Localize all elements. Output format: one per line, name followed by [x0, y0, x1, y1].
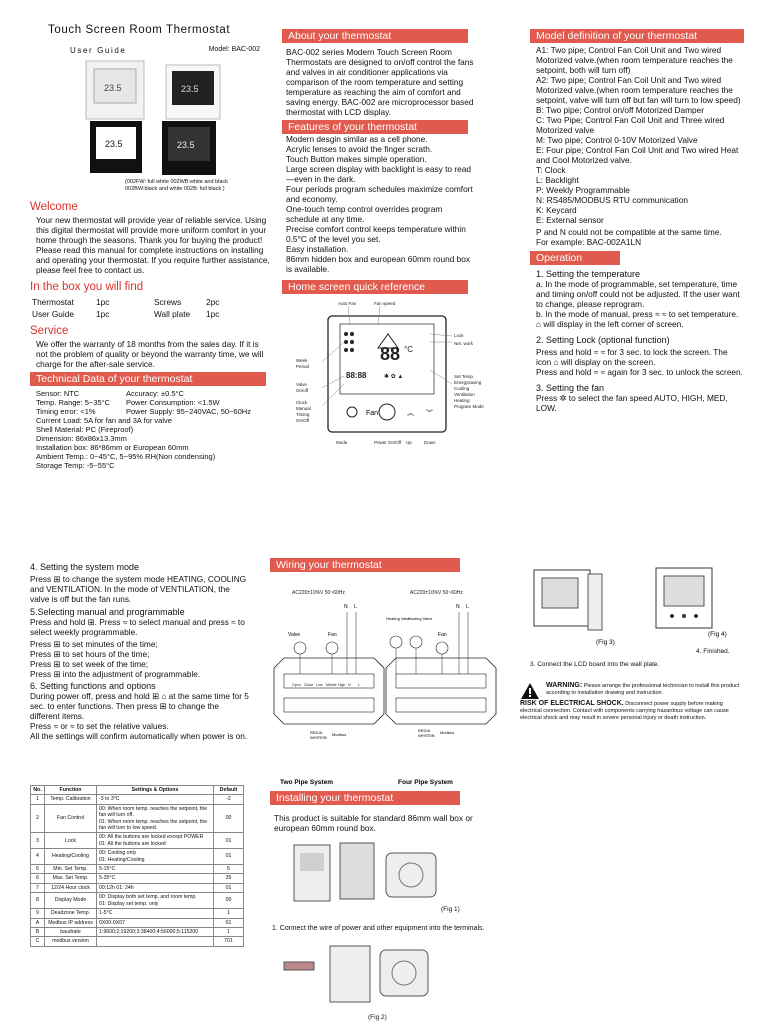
fig3-caption: (Fig 3): [596, 639, 615, 646]
svg-text:︽: ︽: [407, 410, 414, 417]
model-def-item: L: Backlight: [536, 175, 579, 185]
cell-function: Max. Set Temp.: [45, 874, 97, 883]
sys-step-title: 5.Selecting manual and programmable: [30, 607, 185, 617]
label-cooling: Cooling: [454, 386, 470, 391]
wiring-section: [270, 558, 520, 791]
model-def-item: T: Clock: [536, 165, 566, 175]
cell-default: 1: [214, 909, 244, 918]
model-def-item: E: External sensor: [536, 215, 604, 225]
label-mode: Mode: [336, 440, 348, 445]
label-fan: Fan: [328, 632, 337, 638]
system-mode-section: [30, 562, 250, 741]
middle-column: [282, 29, 522, 450]
label-l: L: [466, 604, 469, 610]
feature-item: Easy installation.: [286, 244, 349, 254]
table-row: [31, 849, 244, 865]
label-week: Week: [296, 358, 308, 363]
label-white-b: WHITE/B: [418, 733, 435, 738]
label-valve: Valve: [288, 632, 301, 638]
sys-step-text: Press ≈ or ≈ to set the relative values.: [30, 721, 169, 731]
tech-spec: Sensor: NTC: [36, 389, 80, 398]
cell-default: 1: [214, 927, 244, 936]
product-caption: (002FW: full white 002WB:white and black 002BW:black and white 002B: full black ): [125, 179, 228, 192]
table-row: [31, 883, 244, 892]
in-box-qty: 1pc: [206, 309, 220, 319]
table-row: [31, 927, 244, 936]
cell-no: 6: [31, 874, 45, 883]
terminal-label: Open: [292, 683, 301, 687]
svg-text:88: 88: [380, 344, 401, 364]
op-step-text: b. In the mode of manual, press ≈ ≈ to set temperature. ⌂ will display in the left corner of screen.: [536, 309, 739, 329]
installing-body: This product is suitable for standard 86mm wall box or european 60mm round box.: [274, 813, 473, 833]
sys-step-text: Press ⊞ to change the system mode HEATING, COOLING and VENTILATION. In the mode of VENTILATION, the valve is off but the fan runs.: [30, 574, 247, 604]
cell-function: Fan Control: [45, 804, 97, 833]
tech-spec: Power Supply: 95~240VAC, 50~60Hz: [126, 407, 251, 416]
installation-figs-3-4: [512, 562, 752, 646]
feature-item: Precise comfort control keeps temperature within 0.5°C of the level you set.: [286, 224, 466, 244]
op-step-title: 1. Setting the temperature: [536, 269, 641, 279]
svg-text:23.5: 23.5: [105, 139, 123, 149]
in-box-title: In the box you will find: [30, 281, 144, 293]
label-heating-valve: Heating Valve: [386, 616, 411, 621]
operation-section: [530, 269, 744, 413]
in-box-item: User Guide: [32, 309, 74, 319]
sys-step-title: 4. Setting the system mode: [30, 562, 140, 572]
cell-no: A: [31, 918, 45, 927]
model-def-item: E: Four pipe; Control Fan Coil Unit and Two wired Heat and Cool Motorized valve.: [536, 145, 739, 165]
cell-function: Temp. Calibration: [45, 795, 97, 804]
tech-spec: Temp. Range: 5~35°C: [36, 398, 111, 407]
feature-item: Acrylic lenses to avoid the finger scrath.: [286, 144, 433, 154]
model-def-item: K: Keycard: [536, 205, 577, 215]
cell-function: Min. Set Temp.: [45, 865, 97, 874]
home-screen-diagram: [282, 300, 522, 450]
feature-item: Modern desgin similar as a cell phone.: [286, 134, 428, 144]
model-def-item: P and N could not be compatible at the same time.: [536, 227, 722, 237]
cell-settings: 00: When room temp. reaches the setpoint, the fan will turn off. 01: When room temp. reaches the setpoint, the fan will turn to low speed.: [97, 804, 214, 833]
model-def-item: B: Two pipe; Control on/off Motorized Damper: [536, 105, 705, 115]
step3-connect: 3. Connect the LCD board into the wall plate.: [530, 661, 660, 668]
cell-no: 3: [31, 833, 45, 849]
installing-section: [270, 791, 490, 1021]
label-lock: Lock: [454, 333, 464, 338]
about-body: BAC-002 series Modern Touch Screen Room Thermostats are designed to on/off control the fans and valves in air conditioner applications via comparison of the room temperature and setting temperature as reaching the aim of comfort and saving energy. BAC-002 are microprocessor based thermostat with LCD display.: [286, 47, 474, 117]
label-fan-speed: Fan speed: [374, 301, 396, 306]
wiring-diagram: [270, 576, 520, 791]
model-def-item: N: RS485/MODBUS RTU communication: [536, 195, 689, 205]
sys-step-title: 6. Setting functions and options: [30, 681, 156, 691]
cell-settings: 00:12h 01: 24h: [97, 883, 214, 892]
in-box-qty: 1pc: [96, 309, 110, 319]
sys-step-text: During power off, press and hold ⊞ ⌂ at the same time for 5 sec. to enter functions. Then press ⊞ to change the different items.: [30, 691, 249, 721]
service-body: We offer the warranty of 18 months from the sales day. If it is not the problem of quality or beyond the warranty time, we will charge for the after-sale service.: [36, 339, 264, 369]
cell-settings: -3 to 3°C: [97, 795, 214, 804]
tech-spec: Timing error: <1%: [36, 407, 96, 416]
cell-settings: [97, 937, 214, 946]
cell-default: 00: [214, 804, 244, 833]
model-def-list: [530, 45, 744, 247]
svg-text:✱ ✿ ▲: ✱ ✿ ▲: [384, 374, 404, 380]
sys-step-text: Press ⊞ to set hours of the time;: [30, 649, 150, 659]
cell-no: 5: [31, 865, 45, 874]
cell-function: Modbus IP address: [45, 918, 97, 927]
feature-item: Touch Button makes simple operation.: [286, 154, 427, 164]
cell-function: baudrate: [45, 927, 97, 936]
doc-title: Touch Screen Room Thermostat: [48, 24, 231, 36]
sys-step-text: Press ⊞ into the adjustment of programmable.: [30, 669, 201, 679]
label-red-a: RED/A: [310, 730, 323, 735]
table-row: [31, 874, 244, 883]
svg-text:︾: ︾: [426, 410, 433, 417]
label-down: Down: [424, 440, 436, 445]
op-step-text: Press and hold ≈ ≈ again for 3 sec. to unlock the screen.: [536, 367, 743, 377]
fig2-caption: (Fig 2): [368, 1014, 387, 1021]
tech-spec: Installation box: 86*86mm or European 60mm: [36, 443, 189, 452]
svg-text:23.5: 23.5: [181, 84, 199, 94]
label-red-a: RED/A: [418, 728, 431, 733]
in-box-item: Thermostat: [32, 297, 74, 307]
two-pipe-label: Two Pipe System: [280, 779, 333, 786]
tech-data-header: Technical Data of your thermostat: [30, 372, 266, 386]
cell-no: 7: [31, 883, 45, 892]
svg-text:88:88: 88:88: [346, 371, 367, 380]
tech-data-list: [30, 389, 270, 470]
right-bottom-section: [512, 562, 752, 722]
ac-label-right: AC220±10%V 50~60Hz: [410, 590, 463, 596]
left-column: [30, 24, 270, 470]
feature-item: Four periods program schedules maximize comfort and economy.: [286, 184, 473, 204]
table-row: [31, 909, 244, 918]
table-row: [31, 795, 244, 804]
fig1-caption: (Fig 1): [441, 906, 460, 913]
cell-no: 4: [31, 849, 45, 865]
about-header: About your thermostat: [282, 29, 468, 43]
cell-function: Deadzone Temp.: [45, 909, 97, 918]
label-l: L: [354, 604, 357, 610]
tech-spec: Dimension: 86x86x13.3mm: [36, 434, 127, 443]
terminal-label: L: [358, 683, 360, 687]
cell-no: 8: [31, 893, 45, 909]
table-row: [31, 833, 244, 849]
sys-step-text: Press ⊞ to set minutes of the time;: [30, 639, 158, 649]
model-def-item: For example: BAC-002A1LN: [536, 237, 642, 247]
label-modbus: Modbus: [332, 732, 347, 737]
feature-item: One-touch temp control overrides program schedule at any time.: [286, 204, 443, 224]
installation-fig-1: [270, 835, 460, 925]
label-period: Period: [296, 364, 310, 369]
label-set-temp: Set Temp.: [454, 374, 475, 379]
cell-settings: 00: Cooling only 01: Heating/Cooling: [97, 849, 214, 865]
table-row: [31, 918, 244, 927]
svg-text:23.5: 23.5: [104, 83, 122, 93]
operation-header: Operation: [530, 251, 620, 265]
op-step-text: a. In the mode of programmable, set temperature, time and timing on/off could not be adjusted. If the user want to change, please reprogram.: [536, 279, 740, 309]
in-box-qty: 2pc: [206, 297, 220, 307]
in-box-row: [32, 309, 228, 319]
warning-title: WARNING:: [546, 682, 583, 689]
thermostat-black-white-image: [90, 121, 142, 173]
model-def-item: P: Weekly Programmable: [536, 185, 630, 195]
op-step-text: Press and hold ≈ ≈ for 3 sec. to lock the screen. The icon ⌂ will display on the screen.: [536, 347, 728, 367]
sys-step-text: Press and hold ⊞. Press ≈ to select manual and press ≈ to select weekly programmable.: [30, 617, 245, 637]
in-box-row: [32, 297, 228, 307]
cell-function: modbus version: [45, 937, 97, 946]
tech-spec: Power Consumption: <1.5W: [126, 398, 220, 407]
in-box-item: Screws: [154, 297, 182, 307]
wiring-header: Wiring your thermostat: [270, 558, 460, 572]
risk-body: Disconnect power supply before making electrical connection. Contact with components carrying hazardous voltage can cause electrical shock and may result in severe personal injury or death instruction.: [520, 701, 729, 721]
install-step-1: 1. Connect the wire of power and other equipment into the terminals.: [272, 925, 485, 932]
in-box-item: Wall plate: [154, 309, 191, 319]
thermostat-white-black-image: [166, 65, 220, 119]
col-function: Function: [45, 786, 97, 795]
cell-default: 00: [214, 893, 244, 909]
label-program-mode: Program Mode: [454, 404, 484, 409]
step4-finished: 4. Finished.: [696, 648, 730, 655]
tech-spec: Storage Temp: -5~55°C: [36, 461, 115, 470]
model-def-item: C: Two Pipe; Control Fan Coil Unit and Three wired Motorized valve: [536, 115, 725, 135]
table-header-row: [31, 786, 244, 795]
ac-label-left: AC220±10%V 50~60Hz: [292, 590, 345, 596]
cell-no: 1: [31, 795, 45, 804]
cell-settings: 0X00-0X07: [97, 918, 214, 927]
warning-icon: [520, 682, 540, 700]
label-timing: Timing: [296, 412, 310, 417]
terminal-label: Low: [316, 683, 323, 687]
user-guide-label: User Guide: [70, 46, 127, 55]
sys-step-text: Press ⊞ to set week of the time;: [30, 659, 149, 669]
warning-body: Please arrange the professional technician to install this product according to installation drawing and instruction.: [546, 683, 740, 696]
model-def-header: Model definition of your thermostat: [530, 29, 744, 43]
label-valve: Valve: [296, 382, 307, 387]
op-step-title: 2. Setting Lock (optional function): [536, 335, 670, 345]
features-header: Features of your thermostat: [282, 120, 468, 134]
cell-no: 9: [31, 909, 45, 918]
label-n: N: [456, 604, 460, 610]
cell-default: 01: [214, 918, 244, 927]
cell-no: C: [31, 937, 45, 946]
cell-default: 701: [214, 937, 244, 946]
label-heating: Heating: [454, 398, 470, 403]
table-row: [31, 937, 244, 946]
fig3-drawing: [534, 570, 602, 630]
risk-title: RISK OF ELECTRICAL SHOCK.: [520, 700, 624, 707]
installation-fig-2: [270, 936, 460, 1016]
col-settings: Settings & Options: [97, 786, 214, 795]
model-def-item: A1: Two pipe; Control Fan Coil Unit and Two wired Motorized valve.(when room temperature reaches the setpoint, both will turn off): [536, 45, 733, 75]
tech-spec: Current Load: 5A for fan and 3A for valve: [36, 416, 172, 425]
cell-function: Heating/Cooling: [45, 849, 97, 865]
cell-default: 01: [214, 883, 244, 892]
fig4-caption: (Fig 4): [708, 631, 727, 638]
col-default: Default: [214, 786, 244, 795]
label-modbus: Modbus: [440, 730, 455, 735]
in-box-qty: 1pc: [96, 297, 110, 307]
cell-function: Display Mode: [45, 893, 97, 909]
cell-default: 01: [214, 833, 244, 849]
product-images: [30, 59, 260, 179]
cell-no: B: [31, 927, 45, 936]
label-white-b: WHITE/B: [310, 735, 327, 740]
table-row: [31, 804, 244, 833]
table-row: [31, 893, 244, 909]
model-def-item: M: Two pipe; Control 0-10V Motorized Valve: [536, 135, 698, 145]
label-timing-onoff: On/Off: [296, 418, 310, 423]
terminal-label: N: [348, 683, 351, 687]
cell-settings: 00: Display both set temp. and room temp. 01: Display set temp. only: [97, 893, 214, 909]
tech-spec: Accuracy: ±0.5°C: [126, 389, 184, 398]
fig4-drawing: [656, 568, 712, 628]
features-list: [282, 134, 474, 274]
welcome-title: Welcome: [30, 201, 78, 213]
cell-function: 12/24 Hour clock: [45, 883, 97, 892]
terminal-label: High: [338, 683, 346, 687]
service-title: Service: [30, 325, 69, 337]
label-auto-fan: Auto Fan: [338, 301, 357, 306]
four-pipe-diagram: [386, 604, 496, 786]
cell-function: Lock: [45, 833, 97, 849]
in-box-table: [30, 295, 230, 321]
welcome-body: Your new thermostat will provide year of reliable service. Using this digital thermostat will provide more uniform comfort in your home through the seasons. Thank you for buying the product! Please read this manual for complete instructions on installing and operating your thermostat. If you require further assistance, please feel free to contact us.: [36, 215, 270, 275]
label-network: Net. work: [454, 341, 474, 346]
cell-default: 35: [214, 874, 244, 883]
fan-symbol: Fan: [366, 410, 379, 417]
model-label: Model: BAC-002: [208, 46, 260, 53]
op-step-title: 3. Setting the fan: [536, 383, 605, 393]
cell-default: 5: [214, 865, 244, 874]
label-ventilation: Ventilation: [454, 392, 475, 397]
cell-default: -2: [214, 795, 244, 804]
tech-spec: Shell Material: PC (Fireproof): [36, 425, 134, 434]
installing-header: Installing your thermostat: [270, 791, 460, 805]
tech-spec: Ambient Temp.: 0~45°C, 5~95% RH(Non condensing): [36, 452, 216, 461]
two-pipe-diagram: [274, 604, 384, 786]
cell-settings: 1:9600;2:19200;3:38400;4:56000;5:115200: [97, 927, 214, 936]
label-cooling-valve: Cooling Valve: [408, 616, 433, 621]
terminal-label: Close: [304, 683, 314, 687]
svg-text:23.5: 23.5: [177, 140, 195, 150]
col-no: No.: [31, 786, 45, 795]
label-n: N: [344, 604, 348, 610]
cell-settings: 5-35°C: [97, 874, 214, 883]
feature-item: Large screen display with backlight is easy to read—even in the dark.: [286, 164, 471, 184]
home-screen-header: Home screen quick reference: [282, 280, 468, 294]
functions-table: [30, 785, 244, 947]
label-onoff: On/off: [296, 388, 309, 393]
label-clock: Clock: [296, 400, 308, 405]
cell-settings: 1-5°C: [97, 909, 214, 918]
four-pipe-label: Four Pipe System: [398, 779, 453, 786]
feature-item: 86mm hidden box and european 60mm round box is available.: [286, 254, 471, 274]
sys-step-text: All the settings will confirm automatically when power is on.: [30, 731, 248, 741]
model-def-item: A2: Two pipe; Control Fan Coil Unit and Two wired Motorized valve.(when room temperature reaches the setpoint, valve will turn off but fan will turn to low speed): [536, 75, 741, 105]
label-up: Up: [406, 440, 412, 445]
label-manual: Manual: [296, 406, 311, 411]
table-row: [31, 865, 244, 874]
cell-settings: 00: All the buttons are locked except POWER 01: All the buttons are locked: [97, 833, 214, 849]
label-fan: Fan: [438, 632, 447, 638]
svg-text:°C: °C: [404, 345, 413, 354]
terminal-label: Middle: [326, 683, 337, 687]
cell-default: 01: [214, 849, 244, 865]
label-energy-saving: Energysaving: [454, 380, 482, 385]
cell-settings: 5-15°C: [97, 865, 214, 874]
label-power: Power On/Off: [374, 440, 402, 445]
thermostat-full-black-image: [162, 121, 216, 175]
op-step-text: Press ✲ to select the fan speed AUTO, HIGH, MED, LOW.: [536, 393, 728, 413]
cell-no: 2: [31, 804, 45, 833]
right-column: [530, 29, 744, 413]
thermostat-white-image: [86, 61, 144, 119]
